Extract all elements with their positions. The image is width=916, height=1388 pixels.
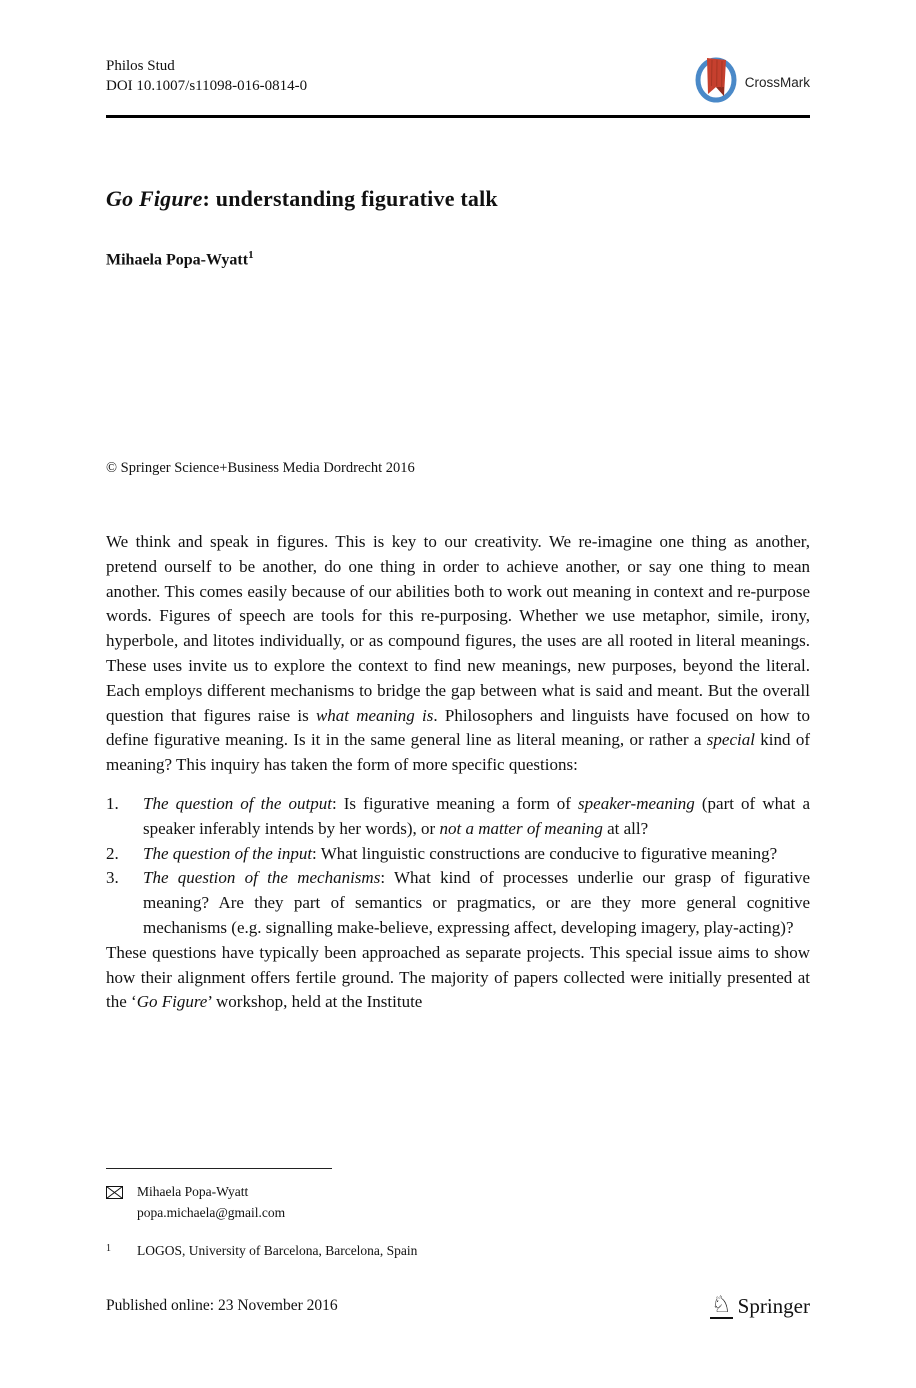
list-item-number: 1. <box>106 793 119 813</box>
correspondence-email[interactable]: popa.michaela@gmail.com <box>137 1205 286 1220</box>
published-online: Published online: 23 November 2016 <box>106 1297 338 1314</box>
list-item-number: 3. <box>106 868 119 888</box>
list-item-text: The question of the output: Is figurative meaning a form of speaker-meaning (part of what a speaker inferably intends by her words), or not a matter of meaning at all? <box>143 793 811 838</box>
list-item <box>106 842 810 867</box>
crossmark-icon <box>695 56 739 109</box>
footnote-rule <box>106 1168 332 1169</box>
copyright-line: © Springer Science+Business Media Dordrecht 2016 <box>106 460 415 476</box>
author-affiliation-marker: 1 <box>248 249 254 261</box>
correspondence-name: Mihaela Popa-Wyatt <box>137 1184 249 1199</box>
page-footer <box>106 1293 810 1319</box>
journal-name: Philos Stud <box>106 58 175 74</box>
correspondence-text <box>137 1181 285 1223</box>
correspondence-block <box>106 1181 810 1223</box>
author-name: Mihaela Popa-Wyatt <box>106 251 249 269</box>
doi-text: DOI 10.1007/s11098-016-0814-0 <box>106 78 308 94</box>
header-rule <box>106 115 810 118</box>
page-header <box>106 56 810 109</box>
body-paragraph-1: We think and speak in figures. This is key to our creativity. We re-imagine one thing as another, pretend ourself to be another, do one thing in order to achieve another, or say one thing to mean another. This comes easily because of our abilities both to work out meaning in context and re-purpose words. Figures of speech are tools for this re-purposing. Whether we use metaphor, simile, irony, hyperbole, and litotes individually, or as compound figures, the uses are all rooted in literal meanings. These uses invite us to explore the context to find new meanings, new purposes, beyond the literal. Each employs different mechanisms to bridge the gap between what is said and meant. But the overall question that figures raise is what meaning is. Philosophers and linguists have focused on how to define figurative meaning. Is it in the same general line as literal meaning, or rather a special kind of meaning? This inquiry has taken the form of more specific questions: <box>106 532 811 775</box>
affiliation-marker: 1 <box>106 1243 111 1254</box>
list-item-text: The question of the mechanisms: What kind of processes underlie our grasp of figurative meaning? Are they part of semantics or pragmatics, or are they more general cognitive mechanisms (e.g. signalling make-believe, expressing affect, developing imagery, play-acting)? <box>143 868 810 937</box>
journal-meta <box>106 56 307 96</box>
envelope-icon <box>106 1184 124 1223</box>
list-item <box>106 866 810 940</box>
crossmark-badge[interactable] <box>695 56 810 109</box>
article-title: Go Figure: understanding figurative talk <box>106 186 498 211</box>
springer-logo <box>710 1293 810 1319</box>
springer-knight-icon: ♘ <box>711 1292 732 1318</box>
article-body <box>106 530 810 1015</box>
author-line <box>106 249 254 269</box>
body-paragraph-2: These questions have typically been approached as separate projects. This special issue aims to show how their alignment offers fertile ground. The majority of papers collected were initially presented at the ‘Go Figure’ workshop, held at the Institute <box>106 942 810 1012</box>
footnote-block <box>106 1181 810 1261</box>
crossmark-label: CrossMark <box>744 75 810 90</box>
affiliation-block <box>106 1240 810 1261</box>
list-item-text: The question of the input: What linguistic constructions are conducive to figurative meaning? <box>143 843 778 863</box>
list-item <box>106 792 810 842</box>
affiliation-text: LOGOS, University of Barcelona, Barcelona, Spain <box>137 1243 418 1258</box>
springer-wordmark: Springer <box>737 1293 810 1318</box>
question-list <box>106 792 810 941</box>
list-item-number: 2. <box>106 843 119 863</box>
